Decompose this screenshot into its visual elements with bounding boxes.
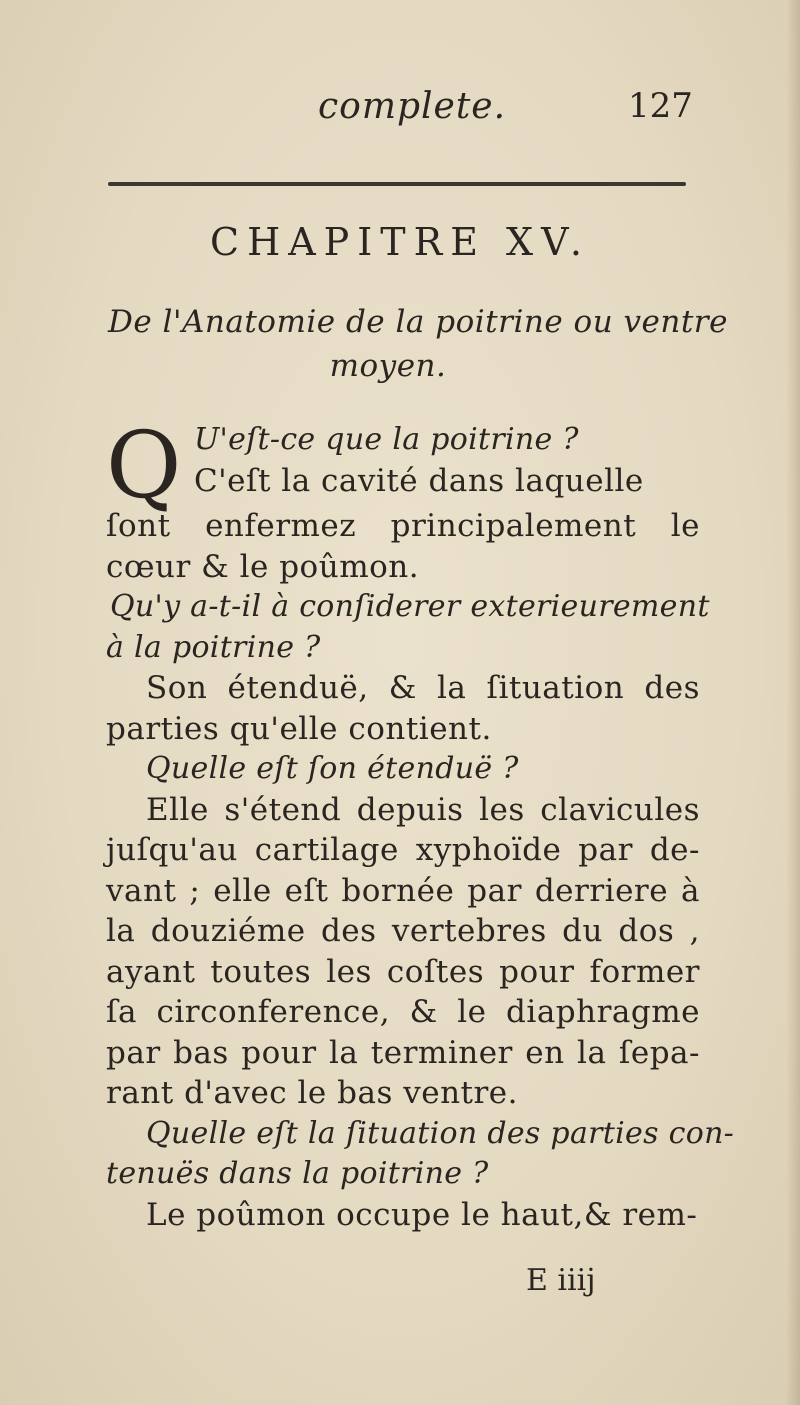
question-line: tenuës dans la poitrine ? [106, 1156, 489, 1191]
answer-line: vant ; elle eſt bornée par derriere à [106, 872, 700, 909]
answer-line: Elle s'étend depuis les clavicules [146, 791, 700, 828]
chapter-subtitle [108, 300, 728, 388]
answer-line: la douziéme des vertebres du dos , [106, 913, 700, 949]
page-edge-shadow [786, 0, 800, 1405]
question-line: à la poitrine ? [106, 629, 321, 665]
answer-line: Son étenduë, & la ſituation des [146, 670, 700, 706]
answer-line: cœur & le poûmon. [106, 548, 420, 585]
answer-line: C'eſt la cavité dans laquelle [193, 462, 644, 499]
answer-line: ſont enfermez principalement le [106, 508, 700, 544]
running-head: complete. [318, 86, 507, 127]
page-header [0, 78, 800, 138]
answer-line: ayant toutes les coſtes pour former [106, 953, 700, 990]
header-rule [108, 182, 686, 186]
answer-line: par bas pour la terminer en la ſepa- [106, 1034, 700, 1071]
body-text [106, 412, 735, 1235]
page-number: 127 [628, 86, 693, 126]
chapter-title: CHAPITRE XV. [210, 220, 590, 264]
chapter-subtitle-line: De l'Anatomie de la poitrine ou ventre [108, 304, 728, 340]
answer-line: rant d'avec le bas ventre. [106, 1075, 519, 1111]
question-line: Qu'y a-t-il à conſiderer exterieurement [110, 589, 710, 624]
question-line: Quelle eſt ſon étenduë ? [146, 751, 519, 786]
signature-mark: E iiij [526, 1263, 596, 1298]
question-line: U'eſt-ce que la poitrine ? [193, 422, 579, 457]
chapter-subtitle-line: moyen. [329, 348, 447, 384]
answer-line: Le poûmon occupe le haut,& rem- [146, 1196, 698, 1233]
question-line: Quelle eſt la ſituation des parties con- [146, 1115, 735, 1151]
answer-line: juſqu'au cartilage xyphoïde par de- [106, 832, 700, 868]
answer-line: ſa circonference, & le diaphragme [106, 994, 700, 1030]
drop-cap: Q [106, 412, 182, 519]
answer-line: parties qu'elle contient. [106, 710, 492, 747]
